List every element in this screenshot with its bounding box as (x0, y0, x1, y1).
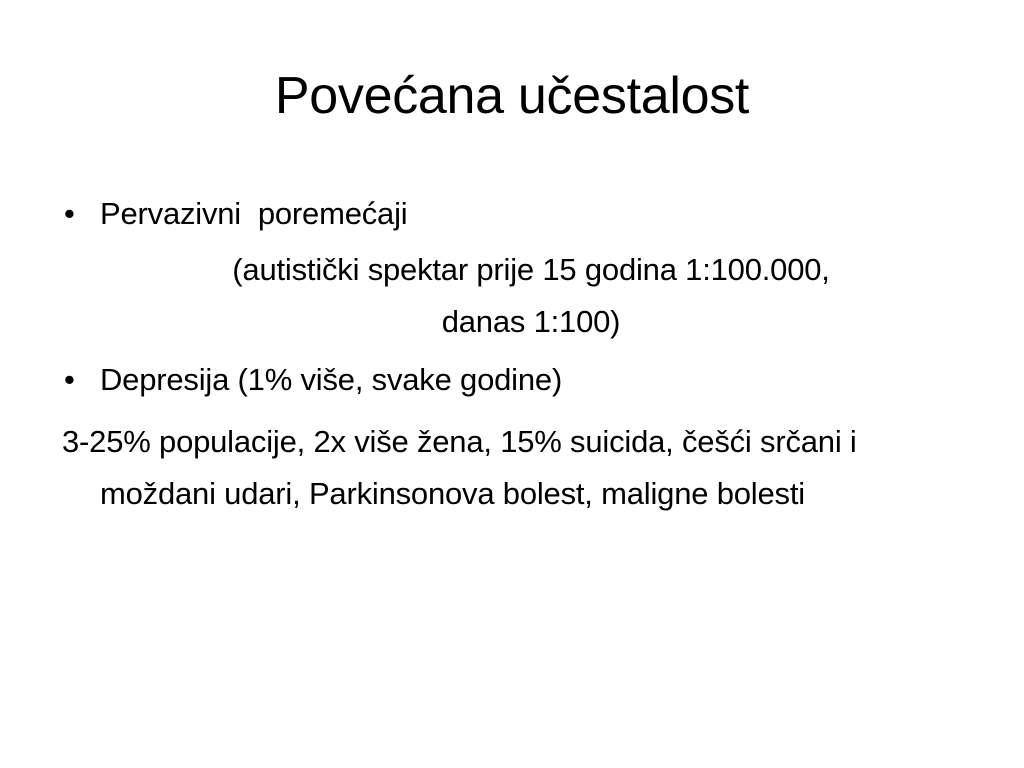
slide-title: Povećana učestalost (274, 67, 750, 125)
autism-spectrum-note (62, 244, 962, 348)
bullet-text: Depresija (1% više, svake godine) (100, 362, 563, 397)
bullet-item-depresija (62, 356, 962, 404)
note-line-1: (autistički spektar prije 15 godina 1:100.000, (232, 252, 830, 287)
bullet-text: Pervazivni poremećaji (100, 196, 408, 231)
bullet-icon: • (64, 362, 75, 397)
bullet-icon: • (64, 196, 75, 231)
bullet-item-pervazivni (62, 190, 962, 238)
note-line-2: danas 1:100) (441, 304, 621, 339)
depression-stats-paragraph: 3-25% populacije, 2x više žena, 15% suicida, češći srčani i moždani udari, Parkinsonova bolest, maligne bolesti (62, 424, 857, 511)
slide-body (62, 190, 962, 551)
